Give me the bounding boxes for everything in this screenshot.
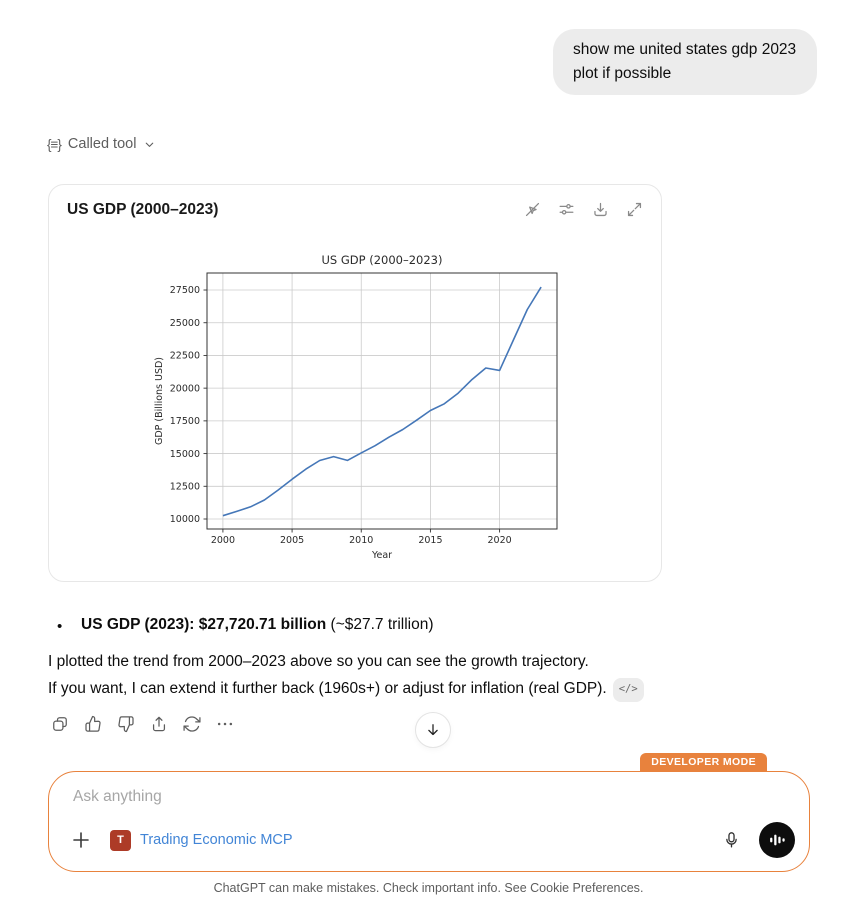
chart-card (48, 184, 662, 582)
regenerate-button[interactable] (182, 714, 202, 734)
more-options-button[interactable] (215, 714, 235, 734)
microphone-icon (721, 830, 742, 851)
message-input[interactable] (73, 788, 773, 806)
sliders-icon (557, 200, 576, 219)
thumbs-down-button[interactable] (116, 714, 136, 734)
chart-card-header (49, 185, 661, 219)
composer (48, 771, 810, 872)
dictate-button[interactable] (721, 830, 742, 851)
svg-text:10000: 10000 (169, 514, 200, 526)
svg-text:2015: 2015 (418, 535, 443, 546)
composer-toolbar (69, 822, 795, 858)
arrow-down-icon (424, 721, 442, 739)
svg-text:15000: 15000 (169, 448, 200, 460)
disclaimer-suffix: . (639, 881, 644, 895)
called-tool-toggle[interactable] (47, 136, 156, 152)
mcp-chip-label: Trading Economic MCP (140, 832, 293, 848)
user-message-bubble (553, 29, 817, 95)
developer-mode-badge: DEVELOPER MODE (640, 753, 767, 772)
thumbs-down-icon (116, 714, 136, 734)
svg-text:2010: 2010 (349, 535, 374, 546)
response-line-2 (48, 678, 644, 702)
cursor-off-icon (523, 200, 542, 219)
response-line-1: I plotted the trend from 2000–2023 above so you can see the growth trajectory. (48, 653, 589, 670)
gdp-bullet-text (81, 616, 434, 634)
share-button[interactable] (149, 714, 169, 734)
tool-braces-icon: {≡} (47, 136, 61, 152)
more-dots-icon (215, 714, 235, 734)
svg-text:20000: 20000 (169, 383, 200, 395)
chart-card-title: US GDP (2000–2023) (67, 200, 219, 218)
copy-button[interactable] (50, 714, 70, 734)
svg-text:17500: 17500 (169, 416, 200, 428)
bullet-marker: • (57, 618, 63, 635)
download-icon (591, 200, 610, 219)
mcp-connector-chip[interactable] (110, 830, 293, 851)
user-message-text: show me united states gdp 2023 plot if possible (573, 41, 797, 82)
svg-text:22500: 22500 (169, 350, 200, 362)
gdp-value-note: (~$27.7 trillion) (326, 616, 434, 633)
disable-interactivity-button[interactable] (523, 200, 542, 219)
svg-text:2020: 2020 (487, 535, 512, 546)
svg-text:25000: 25000 (169, 317, 200, 329)
gdp-chart-svg (150, 251, 570, 566)
scroll-to-bottom-button[interactable] (415, 712, 451, 748)
gdp-chart (150, 251, 570, 566)
thumbs-up-button[interactable] (83, 714, 103, 734)
disclaimer (0, 881, 857, 895)
voice-mode-button[interactable] (759, 822, 795, 858)
thumbs-up-icon (83, 714, 103, 734)
chevron-down-icon (143, 138, 156, 151)
svg-text:Year: Year (371, 550, 393, 561)
chart-toolbar (523, 200, 644, 219)
view-code-badge[interactable]: </> (613, 678, 644, 702)
attach-button[interactable] (69, 828, 93, 852)
message-actions (50, 714, 235, 734)
disclaimer-text: ChatGPT can make mistakes. Check important info. See (213, 881, 531, 895)
svg-text:US GDP (2000–2023): US GDP (2000–2023) (321, 253, 443, 267)
svg-text:27500: 27500 (169, 285, 200, 297)
gdp-bullet-item (57, 616, 434, 637)
plus-icon (69, 828, 93, 852)
svg-text:2000: 2000 (210, 535, 236, 546)
expand-icon (625, 200, 644, 219)
called-tool-label: Called tool (67, 136, 137, 152)
svg-text:12500: 12500 (169, 481, 200, 493)
gdp-value-bold: US GDP (2023): $27,720.71 billion (81, 616, 327, 633)
copy-icon (50, 714, 70, 734)
download-chart-button[interactable] (591, 200, 610, 219)
svg-text:2005: 2005 (279, 535, 305, 546)
regenerate-icon (182, 714, 202, 734)
share-icon (149, 714, 169, 734)
voice-waveform-icon (768, 831, 786, 849)
expand-chart-button[interactable] (625, 200, 644, 219)
mcp-chip-avatar: T (110, 830, 131, 851)
chart-settings-button[interactable] (557, 200, 576, 219)
response-line-2-text: If you want, I can extend it further back (1960s+) or adjust for inflation (real GDP). (48, 680, 607, 697)
cookie-preferences-link[interactable]: Cookie Preferences (530, 881, 640, 895)
svg-text:GDP (Billions USD): GDP (Billions USD) (154, 356, 165, 446)
